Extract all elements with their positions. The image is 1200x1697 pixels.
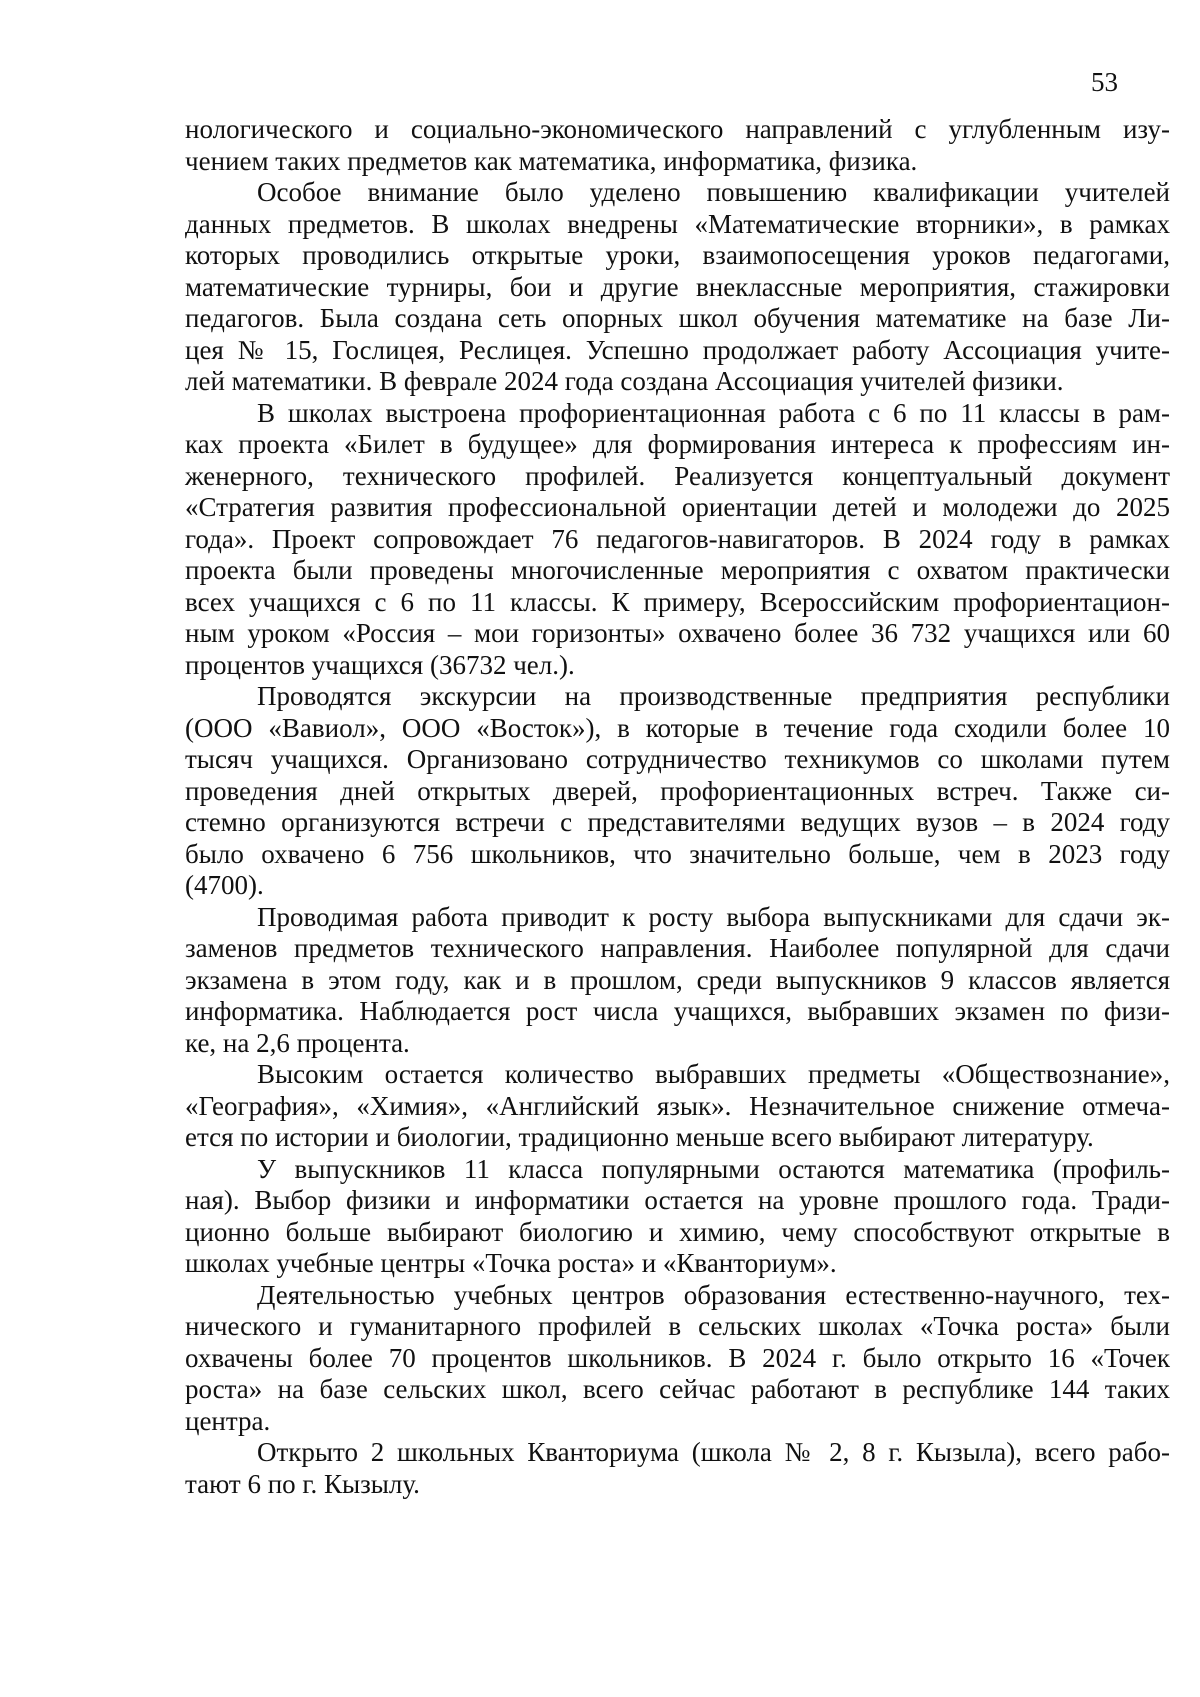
paragraph [185, 1059, 1170, 1154]
text-line: Высоким остается количество выбравших предметы «Обществознание», [257, 1059, 1170, 1089]
text-line: Проводимая работа приводит к росту выбора выпускниками для сдачи эк- [257, 901, 1170, 932]
text-line: Особое внимание было уделено повышению квалификации учителей [257, 177, 1170, 207]
text-line: Проводятся экскурсии на производственные предприятия республики [257, 681, 1170, 711]
text-line: нического и гуманитарного профилей в сельских школах «Точка роста» были [185, 1311, 1170, 1341]
text-line: которых проводились открытые уроки, взаимопосещения уроков педагогами, [185, 240, 1170, 270]
paragraph [185, 1437, 1170, 1500]
text-line: (4700). [185, 870, 264, 900]
paragraph [185, 114, 1170, 177]
text-line: было охвачено 6 756 школьников, что значительно больше, чем в 2023 году [185, 838, 1170, 869]
text-line: ная). Выбор физики и информатики остается на уровне прошлого года. Тради- [185, 1185, 1170, 1215]
text-line: «Стратегия развития профессиональной ориентации детей и молодежи до 2025 [185, 492, 1170, 522]
text-line: чением таких предметов как математика, информатика, физика. [185, 145, 918, 176]
text-line: (ООО «Вавиол», ООО «Восток»), в которые в течение года сходили более 10 [185, 712, 1170, 743]
paragraph [185, 1154, 1170, 1280]
text-line: охвачены более 70 процентов школьников. В 2024 г. было открыто 16 «Точек [185, 1342, 1170, 1373]
text-line: женерного, технического профилей. Реализуется концептуальный документ [185, 460, 1170, 491]
text-line: Деятельностью учебных центров образования естественно-научного, тех- [257, 1279, 1170, 1310]
text-line: года». Проект сопровождает 76 педагогов-навигаторов. В 2024 году в рамках [185, 523, 1170, 554]
text-line: лей математики. В феврале 2024 года создана Ассоциация учителей физики. [185, 366, 1064, 396]
text-line: цея № 15, Гослицея, Реслицея. Успешно продолжает работу Ассоциация учите- [185, 334, 1170, 365]
text-line: В школах выстроена профориентационная работа с 6 по 11 классы в рам- [257, 397, 1170, 428]
text-line: ке, на 2,6 процента. [185, 1027, 410, 1058]
text-line: информатика. Наблюдается рост числа учащихся, выбравших экзамен по физи- [185, 996, 1170, 1026]
text-line: данных предметов. В школах внедрены «Математические вторники», в рамках [185, 208, 1170, 239]
text-line: школах учебные центры «Точка роста» и «Кванториум». [185, 1248, 837, 1278]
body-text [185, 114, 1170, 1500]
text-line: педагогов. Была создана сеть опорных школ обучения математике на базе Ли- [185, 303, 1170, 333]
text-line: процентов учащихся (36732 чел.). [185, 649, 575, 680]
text-line: нологического и социально-экономического направлений с углубленным изу- [185, 114, 1170, 144]
text-line: центра. [185, 1405, 271, 1436]
text-line: стемно организуются встречи с представителями ведущих вузов – в 2024 году [185, 807, 1170, 837]
text-line: ках проекта «Билет в будущее» для формирования интереса к профессиям ин- [185, 429, 1170, 459]
page-number: 53 [1091, 67, 1118, 97]
text-line: тают 6 по г. Кызылу. [185, 1468, 420, 1499]
text-line: Открыто 2 школьных Кванториума (школа № 2, 8 г. Кызыла), всего рабо- [257, 1437, 1170, 1467]
text-line: экзамена в этом году, как и в прошлом, среди выпускников 9 классов является [185, 964, 1170, 995]
text-line: ется по истории и биологии, традиционно меньше всего выбирают литературу. [185, 1122, 1094, 1152]
paragraph [185, 398, 1170, 682]
text-line: ным уроком «Россия – мои горизонты» охвачено более 36 732 учащихся или 60 [185, 618, 1170, 648]
paragraph [185, 681, 1170, 902]
text-line: У выпускников 11 класса популярными остаются математика (профиль- [257, 1153, 1170, 1184]
text-line: математические турниры, бои и другие внеклассные мероприятия, стажировки [185, 271, 1170, 302]
paragraph [185, 902, 1170, 1060]
text-line: «География», «Химия», «Английский язык». Незначительное снижение отмеча- [185, 1090, 1170, 1121]
text-line: роста» на базе сельских школ, всего сейчас работают в республике 144 таких [185, 1374, 1170, 1404]
text-line: заменов предметов технического направления. Наиболее популярной для сдачи [185, 933, 1170, 963]
text-line: проекта были проведены многочисленные мероприятия с охватом практически [185, 555, 1170, 585]
paragraph [185, 177, 1170, 398]
text-line: ционно больше выбирают биологию и химию, чему способствуют открытые в [185, 1216, 1170, 1247]
text-line: всех учащихся с 6 по 11 классы. К примеру, Всероссийским профориентацион- [185, 586, 1170, 617]
paragraph [185, 1280, 1170, 1438]
text-line: проведения дней открытых дверей, профориентационных встреч. Также си- [185, 775, 1170, 806]
text-line: тысяч учащихся. Организовано сотрудничество техникумов со школами путем [185, 744, 1170, 774]
